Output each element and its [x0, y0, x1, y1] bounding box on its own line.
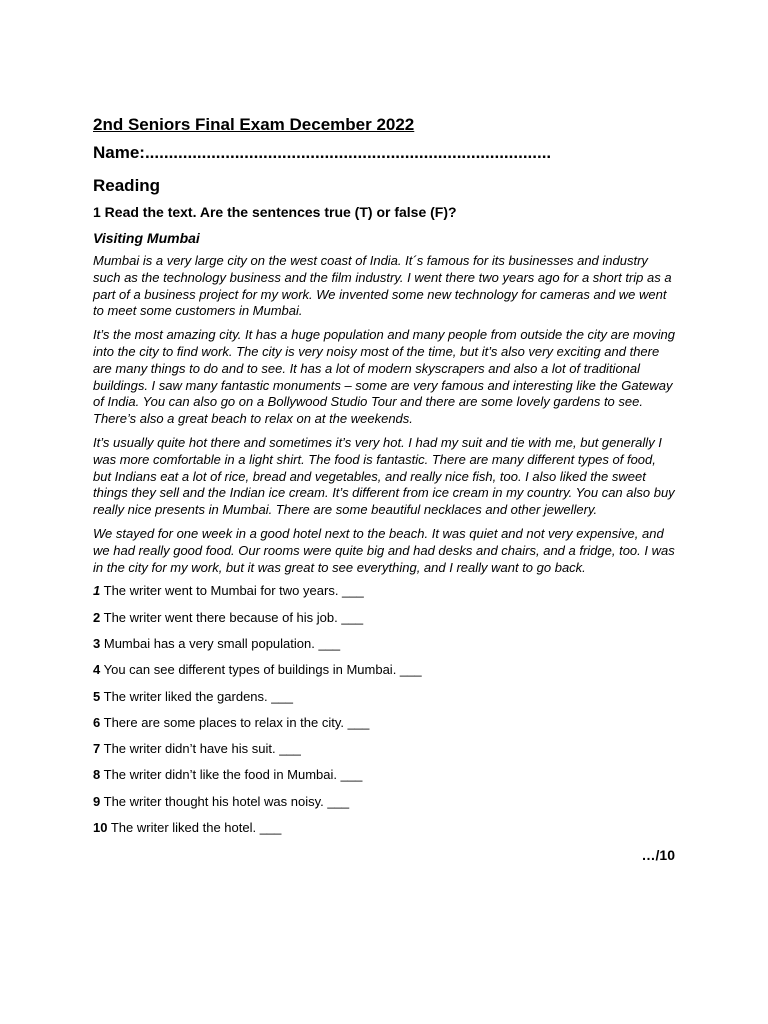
question-number: 2: [93, 609, 101, 625]
question-item: [93, 715, 675, 731]
score-total: …/10: [641, 847, 675, 864]
name-field-line: Name:......................................................................................: [93, 143, 552, 162]
question-item: [93, 662, 675, 678]
question-text: The writer didn’t have his suit. ___: [103, 741, 301, 757]
question-text: Mumbai has a very small population. ___: [103, 635, 341, 651]
reading-paragraph-3: It’s usually quite hot there and sometimes it’s very hot. I had my suit and tie with me, but generally I was more comfortable in a light shirt. The food is fantastic. There are many different types of food, but Indians eat a lot of rice, bread and vegetables, and really nice fish, too. I also liked the sweet things they sell and the Indian ice cream. It’s different from ice cream in my country. You can also buy really nice presents in Mumbai. There are some beautiful necklaces and other jewellery.: [93, 434, 675, 518]
question-text: You can see different types of buildings in Mumbai. ___: [103, 662, 422, 678]
question-number: 9: [93, 793, 101, 809]
question-number: 4: [93, 662, 101, 678]
question-number: 3: [93, 635, 101, 651]
question-text: The writer liked the gardens. ___: [103, 688, 293, 704]
question-item: [93, 583, 675, 599]
exam-title: 2nd Seniors Final Exam December 2022: [93, 115, 415, 134]
question-number: 6: [93, 714, 101, 730]
question-text: The writer went to Mumbai for two years. ___: [103, 583, 364, 599]
question-number: 7: [93, 741, 101, 757]
question-number: 8: [93, 767, 101, 783]
question-text: The writer thought his hotel was noisy. ___: [103, 793, 350, 809]
question-number: 1: [93, 583, 101, 599]
reading-paragraph-4: We stayed for one week in a good hotel next to the beach. It was quiet and not very expensive, and we had really good food. Our rooms were quite big and had desks and chairs, and a fridge, too. I was in the city for my work, but it was great to see everything, and I really want to go back.: [93, 525, 675, 575]
exam-page: [93, 114, 675, 864]
question-item: [93, 794, 675, 810]
question-text: There are some places to relax in the city. ___: [103, 714, 370, 730]
question-item: [93, 610, 675, 626]
reading-paragraph-1: Mumbai is a very large city on the west coast of India. It´s famous for its businesses and industry such as the technology business and the film industry. I went there two years ago for a short trip as a part of a business project for my work. We invented some new technology for cameras and we went to meet some customers in Mumbai.: [93, 253, 672, 319]
question-item: [93, 820, 675, 836]
question-item: [93, 767, 675, 783]
question-item: [93, 689, 675, 705]
question-item: [93, 741, 675, 757]
question-item: [93, 636, 675, 652]
section-heading: Reading: [93, 176, 161, 195]
reading-paragraph-2: It’s the most amazing city. It has a huge population and many people from outside the city are moving into the city to find work. The city is very noisy most of the time, but it’s also very exciting and there are many things to do and to see. It has a lot of modern skyscrapers and also a lot of traditional buildings. I saw many fantastic monuments – some are very famous and interesting like the Gateway of India. You can also go on a Bollywood Studio Tour and there are some lovely gardens to see. There’s also a great beach to relax on at the weekends.: [93, 327, 675, 427]
question-text: The writer went there because of his job. ___: [103, 609, 364, 625]
exercise-instruction: 1 Read the text. Are the sentences true (T) or false (F)?: [93, 204, 457, 220]
question-number: 5: [93, 688, 101, 704]
reading-text-title: Visiting Mumbai: [93, 230, 200, 246]
question-text: The writer didn’t like the food in Mumbai. ___: [103, 767, 363, 783]
question-list: [93, 583, 675, 836]
question-text: The writer liked the hotel. ___: [110, 820, 282, 836]
question-number: 10: [93, 820, 108, 836]
